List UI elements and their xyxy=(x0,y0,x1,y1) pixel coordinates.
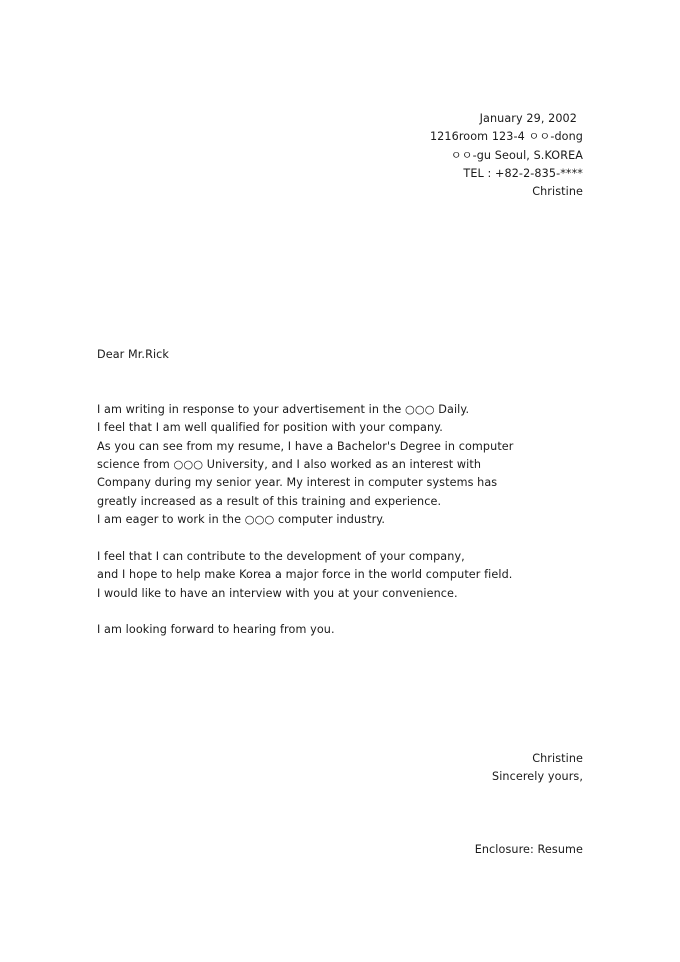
closing-name: Christine xyxy=(532,752,583,765)
body-line: I would like to have an interview with you at your convenience. xyxy=(97,587,458,600)
body-line: I am eager to work in the ○○○ computer industry. xyxy=(97,513,386,526)
body-line: Company during my senior year. My interest in computer systems has xyxy=(97,476,498,489)
body-line: I am looking forward to hearing from you. xyxy=(97,623,335,636)
enclosure-note: Enclosure: Resume xyxy=(474,843,583,856)
body-line: I feel that I can contribute to the development of your company, xyxy=(97,550,465,563)
body-line: greatly increased as a result of this training and experience. xyxy=(97,495,442,508)
body-line: I feel that I am well qualified for position with your company. xyxy=(97,421,443,434)
sender-address-line2: ㅇㅇ-gu Seoul, S.KOREA xyxy=(450,149,583,162)
letter-date: January 29, 2002 xyxy=(479,112,577,125)
sender-address-line1: 1216room 123-4 ㅇㅇ-dong xyxy=(429,130,583,143)
sender-telephone: TEL : +82-2-835-**** xyxy=(463,167,583,180)
body-line: As you can see from my resume, I have a Bachelor's Degree in computer xyxy=(97,440,514,453)
body-line: I am writing in response to your advertisement in the ○○○ Daily. xyxy=(97,403,470,416)
sender-name: Christine xyxy=(532,185,583,198)
closing-valediction: Sincerely yours, xyxy=(492,770,583,783)
salutation: Dear Mr.Rick xyxy=(97,348,170,361)
body-line: and I hope to help make Korea a major force in the world computer field. xyxy=(97,568,513,581)
body-line: science from ○○○ University, and I also worked as an interest with xyxy=(97,458,482,471)
